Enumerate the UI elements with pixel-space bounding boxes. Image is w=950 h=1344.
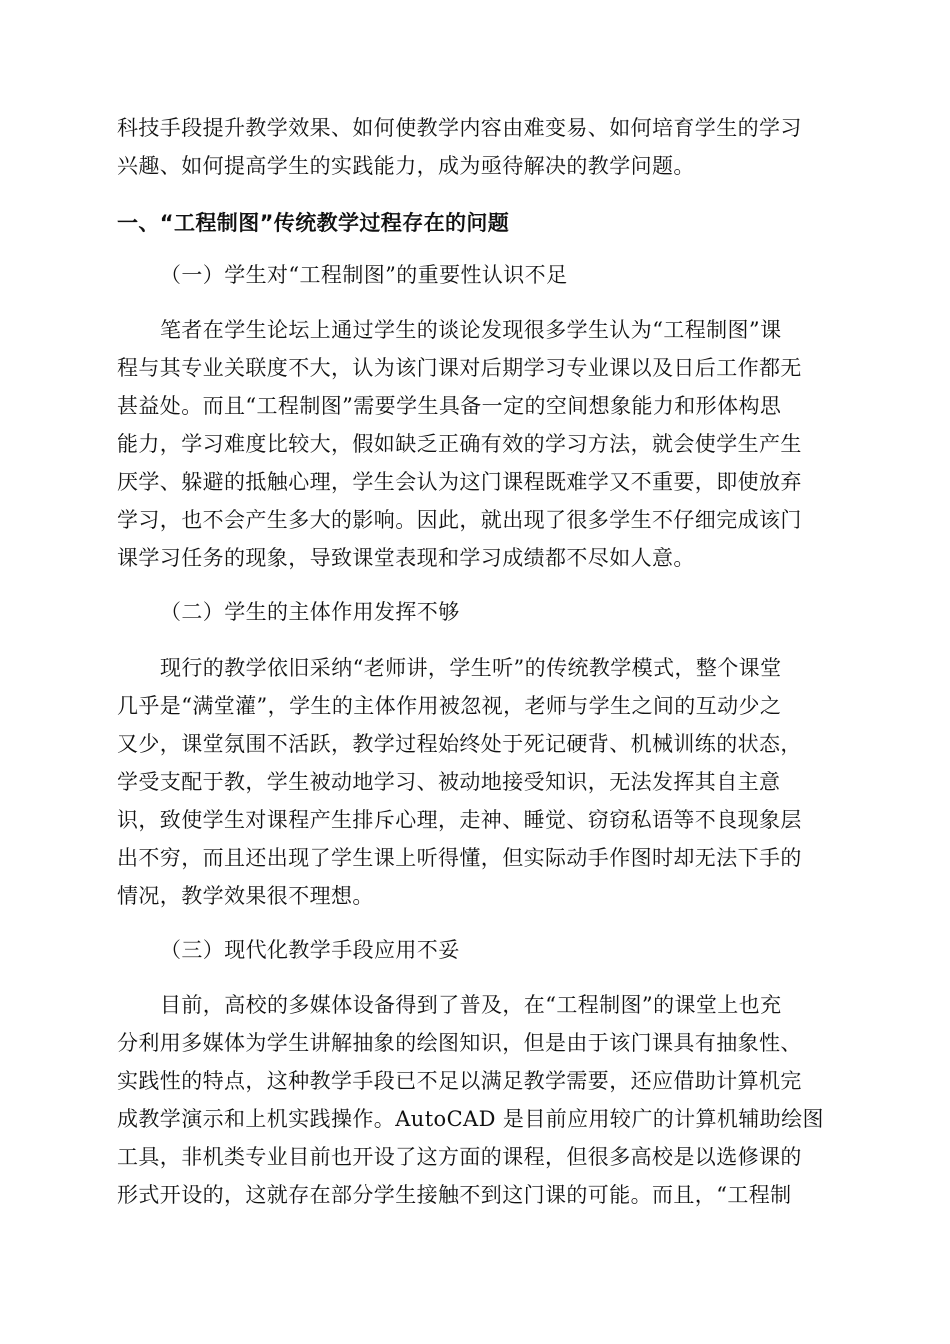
subsection-3-line-3: 实践性的特点，这种教学手段已不足以满足教学需要，还应借助计算机完: [117, 1069, 802, 1093]
subsection-1-line-1: 笔者在学生论坛上通过学生的谈论发现很多学生认为“工程制图”课: [160, 318, 782, 342]
subsection-1-line-3: 甚益处。而且“工程制图”需要学生具备一定的空间想象能力和形体构思: [117, 394, 782, 418]
subsection-2-line-6: 出不穷，而且还出现了学生课上听得懂，但实际动手作图时却无法下手的: [117, 846, 802, 870]
subsection-1-line-7: 课学习任务的现象，导致课堂表现和学习成绩都不尽如人意。: [117, 546, 695, 570]
section-heading: 一、“工程制图”传统教学过程存在的问题: [117, 211, 510, 235]
subsection-3-line-5: 工具，非机类专业目前也开设了这方面的课程，但很多高校是以选修课的: [117, 1145, 802, 1169]
subsection-3-line-6: 形式开设的，这就存在部分学生接触不到这门课的可能。而且，“工程制: [117, 1183, 792, 1207]
subsection-2-heading: （二）学生的主体作用发挥不够: [160, 600, 460, 624]
subsection-1-line-5: 厌学、躲避的抵触心理，学生会认为这门课程既难学又不重要，即使放弃: [117, 470, 802, 494]
subsection-3-line-4: 成教学演示和上机实践操作。AutoCAD 是目前应用较广的计算机辅助绘图: [117, 1107, 824, 1131]
subsection-2-line-2: 几乎是“满堂灌”，学生的主体作用被忽视，老师与学生之间的互动少之: [117, 694, 782, 718]
subsection-1-line-2: 程与其专业关联度不大，认为该门课对后期学习专业课以及日后工作都无: [117, 356, 802, 380]
subsection-2-line-1: 现行的教学依旧采纳“老师讲，学生听”的传统教学模式，整个课堂: [160, 656, 782, 680]
subsection-2-line-5: 识，致使学生对课程产生排斥心理，走神、睡觉、窃窃私语等不良现象层: [117, 808, 802, 832]
subsection-1-line-6: 学习，也不会产生多大的影响。因此，就出现了很多学生不仔细完成该门: [117, 508, 802, 532]
subsection-3-heading: （三）现代化教学手段应用不妥: [160, 938, 460, 962]
subsection-3-line-2: 分利用多媒体为学生讲解抽象的绘图知识，但是由于该门课具有抽象性、: [117, 1031, 802, 1055]
intro-line-2: 兴趣、如何提高学生的实践能力，成为亟待解决的教学问题。: [117, 154, 695, 178]
subsection-1-heading: （一）学生对“工程制图”的重要性认识不足: [160, 263, 568, 287]
intro-line-1: 科技手段提升教学效果、如何使教学内容由难变易、如何培育学生的学习: [117, 116, 802, 140]
subsection-2-line-4: 学受支配于教，学生被动地学习、被动地接受知识，无法发挥其自主意: [117, 770, 781, 794]
subsection-1-line-4: 能力，学习难度比较大，假如缺乏正确有效的学习方法，就会使学生产生: [117, 432, 802, 456]
subsection-2-line-3: 又少，课堂氛围不活跃，教学过程始终处于死记硬背、机械训练的状态，: [117, 732, 802, 756]
subsection-2-line-7: 情况，教学效果很不理想。: [117, 884, 374, 908]
subsection-3-line-1: 目前，高校的多媒体设备得到了普及，在“工程制图”的课堂上也充: [160, 993, 782, 1017]
